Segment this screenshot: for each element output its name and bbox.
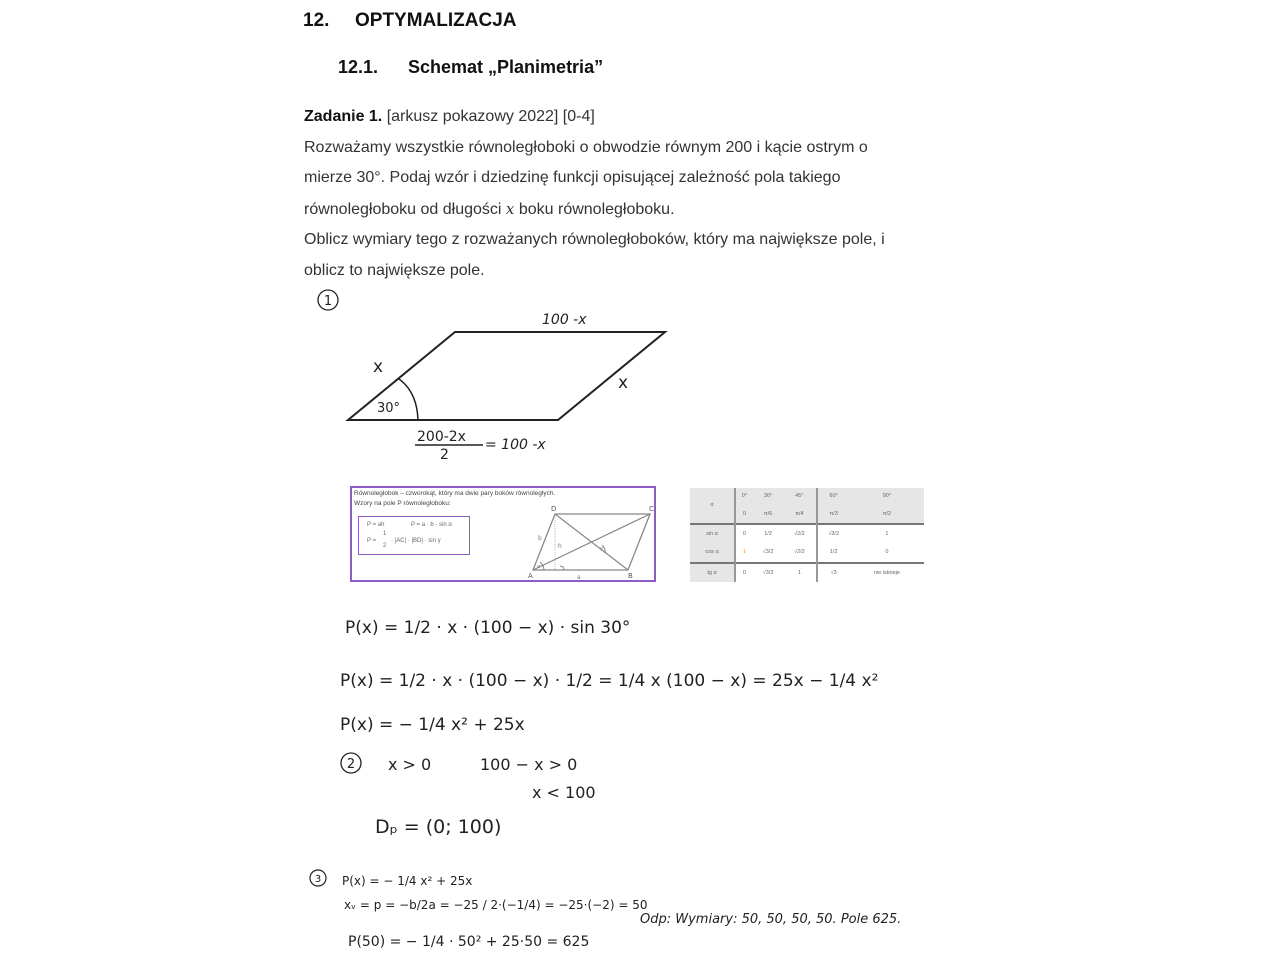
row-label: sin α [690, 524, 735, 543]
deg-cell: 30° [753, 488, 783, 505]
condition-3: x < 100 [532, 783, 596, 802]
formula-2: P = a · b · sin α [411, 522, 452, 528]
task-line [304, 194, 964, 226]
equation-4: P(x) = − 1/4 x² + 25x [342, 874, 473, 888]
rad-cell: π/4 [783, 505, 816, 524]
equation-5: xᵥ = p = −b/2a = −25 / 2·(−1/4) = −25·(−2) = 50 [344, 898, 648, 912]
table-header-row [690, 488, 924, 505]
formula-box [358, 516, 470, 555]
bottom-result: = 100 -x [485, 437, 546, 453]
domain: Dₚ = (0; 100) [375, 816, 502, 838]
rad-cell: π/3 [817, 505, 850, 524]
alpha-label: α [537, 564, 541, 570]
task-line: oblicz to największe pole. [304, 261, 485, 279]
angle-arc [399, 379, 418, 420]
value-cell: √2/2 [783, 524, 816, 543]
vertex-b: B [628, 572, 633, 580]
formula-3-prefix: P = [367, 538, 377, 544]
equation-2: P(x) = 1/2 · x · (100 − x) · 1/2 = 1/4 x (100 − x) = 25x − 1/4 x² [340, 671, 879, 691]
step-3-marker: 3 [314, 874, 322, 885]
task-text: boku równoległoboku. [518, 200, 675, 218]
equation-6: P(50) = − 1/4 · 50² + 25·50 = 625 [348, 934, 590, 950]
side-a-label: a [577, 574, 581, 580]
rad-cell: π/6 [753, 505, 783, 524]
task-line: Rozważamy wszystkie równoległoboki o obwodzie równym 200 i kącie ostrym o [304, 138, 868, 156]
deg-cell: 45° [783, 488, 816, 505]
value-cell: 1 [850, 524, 924, 543]
formula-1: P = ah [367, 522, 385, 528]
task-line: Oblicz wymiary tego z rozważanych równoległoboków, który ma największe pole, i [304, 231, 885, 248]
table-row-tg [690, 563, 924, 582]
table-row-sin [690, 524, 924, 543]
task-line: mierze 30°. Podaj wzór i dziedzinę funkcji opisującej zależność pola takiego [304, 169, 841, 186]
value-cell: 1/2 [829, 549, 838, 556]
deg-cell: 60° [817, 488, 850, 505]
subsection-title: Schemat „Planimetria” [408, 57, 604, 77]
section-number: 12. [303, 10, 330, 31]
gamma-label: γ [600, 546, 603, 552]
task-header [304, 102, 964, 133]
left-side-label: x [373, 357, 384, 377]
subsection-heading [338, 57, 603, 78]
step-2-marker: 2 [346, 757, 356, 772]
step-1-marker: 1 [323, 294, 333, 309]
parallelogram-sketch [305, 282, 685, 467]
section-heading [303, 10, 517, 32]
value-cell: 1/2 [753, 524, 783, 543]
value-cell: √3 [817, 563, 850, 582]
labeled-parallelogram-diagram [522, 500, 656, 580]
variable-x: x [505, 199, 515, 218]
value-cell: √3/3 [753, 563, 783, 582]
rad-cell: 0 [735, 505, 753, 524]
angle-label: 30° [377, 401, 401, 416]
formula-3-rest: · |AC| · |BD| · sin γ [391, 538, 441, 544]
value-cell: 0 [735, 524, 753, 543]
value-cell: √3/2 [762, 549, 774, 556]
deg-cell: 90° [850, 488, 924, 505]
equation-1: P(x) = 1/2 · x · (100 − x) · sin 30° [345, 618, 631, 638]
value-cell: 1 [742, 549, 746, 556]
value-cell: 0 [735, 563, 753, 582]
task-text: równoległoboku od długości [304, 200, 502, 218]
value-cell: √2/2 [783, 543, 816, 562]
header-alpha: α [690, 488, 735, 524]
formula-3-den: 2 [383, 543, 387, 549]
vertex-d: D [551, 505, 557, 513]
handwritten-solution [300, 605, 960, 955]
top-side-label: 100 -x [542, 312, 587, 328]
value-cell: √3/2 [817, 524, 850, 543]
value-cell: 0 [885, 549, 889, 556]
bottom-numerator: 200-2x [417, 429, 466, 445]
task-label: Zadanie 1. [304, 108, 383, 125]
row-label: tg α [690, 563, 735, 582]
row-label: cos α [690, 543, 735, 562]
vertex-c: C [649, 505, 654, 513]
trig-values-table [690, 488, 924, 582]
condition-2: 100 − x > 0 [480, 755, 578, 774]
right-side-label: x [618, 373, 629, 393]
section-title: OPTYMALIZACJA [355, 10, 517, 31]
subsection-number: 12.1. [338, 57, 379, 77]
task-statement [304, 102, 964, 286]
side-b-label: b [538, 535, 542, 542]
task-source: [arkusz pokazowy 2022] [0-4] [386, 108, 595, 125]
parallelogram-formula-card [350, 486, 656, 582]
definition-text: Równoległobok – czworokąt, który ma dwie pary boków równoległych. [354, 490, 556, 497]
value-cell: nie istnieje [850, 563, 924, 582]
formula-3-num: 1 [383, 531, 387, 537]
deg-cell: 0° [735, 488, 753, 505]
value-cell: 1 [783, 563, 816, 582]
equation-3: P(x) = − 1/4 x² + 25x [340, 715, 525, 735]
final-answer: Odp: Wymiary: 50, 50, 50, 50. Pole 625. [640, 912, 902, 927]
bottom-denominator: 2 [440, 447, 449, 463]
table-row-cos [690, 543, 924, 562]
rad-cell: π/2 [850, 505, 924, 524]
condition-1: x > 0 [388, 755, 432, 774]
formulas-title: Wzory na pole P równoległoboku: [354, 500, 451, 507]
diagonal-bd [555, 514, 628, 570]
height-label: h [558, 543, 562, 550]
vertex-a: A [528, 572, 533, 580]
